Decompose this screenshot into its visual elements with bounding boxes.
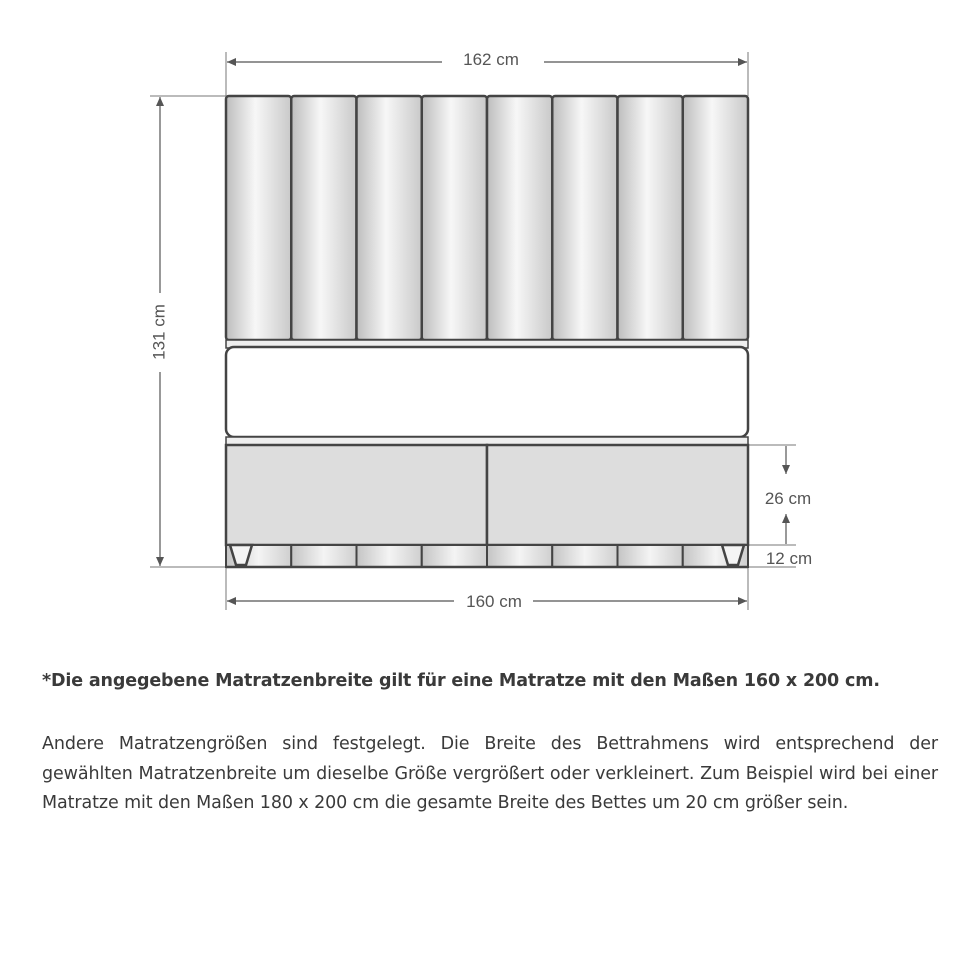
box-height-label: 26 cm xyxy=(764,489,812,508)
headboard-panel xyxy=(618,96,683,340)
mattress-width-label: 160 cm xyxy=(466,592,522,611)
foot-height-label: 12 cm xyxy=(765,549,813,568)
dimension-height xyxy=(149,97,168,566)
headboard-panel xyxy=(487,96,552,340)
box-spring-base xyxy=(226,445,748,545)
mattress-width-note: *Die angegebene Matratzenbreite gilt für eine Matratze mit den Maßen 160 x 200 cm. xyxy=(42,671,880,691)
headboard-panel xyxy=(357,96,422,340)
headboard-panel xyxy=(226,96,291,340)
headboard xyxy=(226,96,748,340)
total-width-label: 162 cm xyxy=(463,50,519,69)
dimension-foot-height xyxy=(766,549,812,568)
size-explanation-text: Andere Matratzengrößen sind festgelegt. Die Breite des Bettrahmens wird entsprechend der gewählten Matratzenbreite um dieselbe Größe vergrößert oder verkleinert. Zum Beispiel wird bei einer Matratze mit den Maßen 180 x 200 cm die gesamte Breite des Bettes um 20 cm größer sein. xyxy=(42,734,938,813)
plinth-segment xyxy=(291,545,356,567)
plinth xyxy=(226,545,748,567)
headboard-panel xyxy=(552,96,617,340)
mattress xyxy=(226,340,748,445)
headboard-panel xyxy=(422,96,487,340)
plinth-segment xyxy=(552,545,617,567)
headboard-panel xyxy=(683,96,748,340)
dimension-mattress-width xyxy=(227,592,747,611)
plinth-segment xyxy=(357,545,422,567)
plinth-segment xyxy=(487,545,552,567)
height-label: 131 cm xyxy=(149,304,169,360)
dimension-total-width xyxy=(227,50,747,69)
headboard-panel xyxy=(291,96,356,340)
dimension-box-height xyxy=(765,446,811,544)
plinth-segment xyxy=(422,545,487,567)
plinth-segment xyxy=(618,545,683,567)
